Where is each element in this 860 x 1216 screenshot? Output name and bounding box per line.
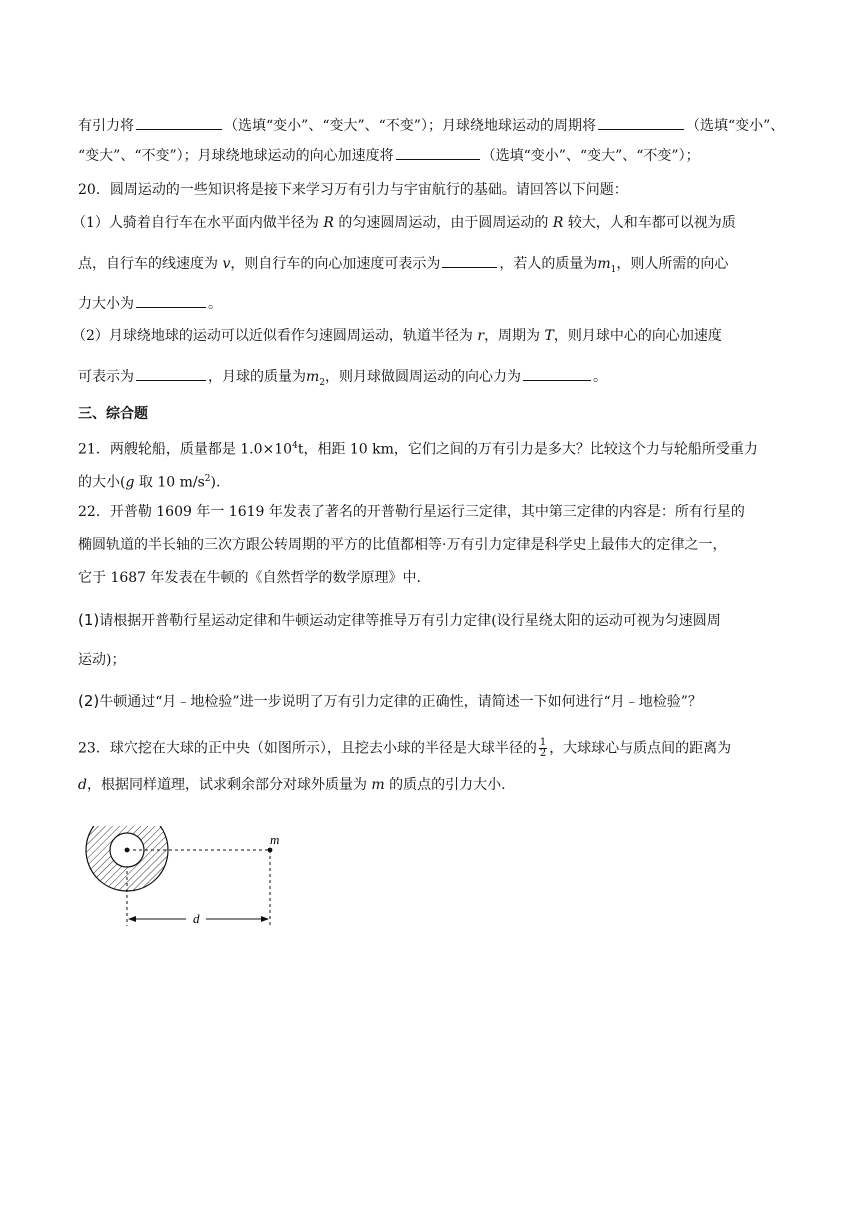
arrowhead-left (128, 916, 136, 922)
q20-part1-line-1 (72, 213, 736, 233)
variable: m (597, 256, 611, 272)
text: ). (210, 474, 221, 491)
text: 它于 1687 年发表在牛顿的《自然哲学的数学原理》中. (78, 570, 421, 586)
distance-label: d (193, 911, 200, 926)
text: 23．球穴挖在大球的正中央（如图所示），且挖去小球的半径是大球半径的 (78, 740, 537, 757)
variable: g (125, 474, 135, 491)
fraction-denominator: 2 (539, 748, 547, 759)
text: 20．圆周运动的一些知识将是接下来学习万有引力与宇宙航行的基础。请回答以下问题： (78, 182, 628, 198)
variable: m (371, 777, 385, 793)
q22-line-2 (78, 535, 726, 555)
q22-part2-line-1 (78, 691, 702, 712)
answer-blank[interactable] (598, 115, 684, 130)
text: 的大小( (78, 474, 126, 491)
q19-line-1 (78, 115, 784, 136)
text: 22．开普勒 1609 年一 1619 年发表了著名的开普勒行星运行三定律，其中第三定律的内容是：所有行星的 (78, 504, 745, 520)
q20-stem (78, 180, 628, 200)
q22-line-3 (78, 568, 421, 588)
fraction-one-half (539, 738, 547, 759)
text: ，根据同样道理，试求剩余部分对球外质量为 (86, 777, 367, 793)
variable: R (323, 215, 334, 231)
text: 。 (593, 369, 608, 385)
answer-blank[interactable] (396, 145, 480, 160)
text: （选填“变小”、“变大”、“不变”）； (481, 148, 700, 164)
text: ，周期为 (484, 328, 541, 344)
text: 21．两艘轮船，质量都是 1.0×10 (78, 441, 293, 458)
text: 有引力将 (78, 118, 134, 134)
q23-line-2 (78, 775, 506, 795)
hollow-sphere-figure (84, 826, 294, 936)
text: 三、综合题 (78, 406, 148, 422)
mass-label: m (270, 832, 280, 847)
variable: v (222, 256, 231, 272)
text: 运动)； (78, 652, 126, 668)
text: 取 10 m/s (134, 474, 205, 491)
text: （1）人骑着自行车在水平面内做半径为 (72, 215, 319, 231)
variable: T (544, 328, 554, 344)
text: ，则人所需的向心 (616, 256, 729, 272)
text: （选填“变小”、“变大”、“不变”）；月球绕地球运动的周期将 (224, 118, 596, 134)
text: 的质点的引力大小. (384, 777, 506, 793)
variable: r (477, 328, 485, 344)
q21-line-2 (78, 469, 220, 493)
arrowhead-right (261, 916, 269, 922)
answer-blank[interactable] (136, 293, 206, 308)
part-number: (1) (78, 611, 100, 629)
text: t，相距 10 km，它们之间的万有引力是多大？比较这个力与轮船所受重力 (297, 441, 758, 458)
text: ，月球的质量为 (208, 369, 306, 385)
q22-line-1 (78, 502, 745, 522)
q20-part1-line-3 (78, 293, 222, 314)
q20-part2-line-2 (78, 366, 607, 393)
q19-line-2 (78, 145, 700, 166)
q21-line-1 (78, 436, 758, 460)
text: （选填“变小”、 (685, 118, 785, 134)
superscript: 2 (204, 474, 211, 484)
text: 牛顿通过“月﹣地检验”进一步说明了万有引力定律的正确性，请简述一下如何进行“月﹣地检验”？ (99, 694, 702, 710)
section-heading (78, 404, 148, 424)
text: ，大球球心与质点间的距离为 (549, 740, 732, 757)
text: 椭圆轨道的半长轴的三次方跟公转周期的平方的比值都相等·万有引力定律是科学史上最伟大的定律之一， (78, 537, 727, 553)
q22-part1-line-2 (78, 650, 125, 670)
variable: m (306, 369, 320, 385)
text: ，则自行车的向心加速度可表示为 (230, 256, 441, 272)
answer-blank[interactable] (523, 366, 591, 381)
answer-blank[interactable] (442, 253, 497, 268)
text: 力大小为 (78, 296, 134, 312)
answer-blank[interactable] (136, 115, 222, 130)
answer-blank[interactable] (136, 366, 206, 381)
subscript: 1 (610, 264, 617, 275)
variable: R (552, 215, 564, 231)
text: 较大，人和车都可以视为质 (567, 215, 736, 231)
q20-part1-line-2 (78, 253, 728, 280)
q20-part2-line-1 (72, 326, 722, 346)
part-number: (2) (78, 692, 100, 710)
variable: d (78, 777, 87, 793)
text: ，则月球做圆周运动的向心力为 (325, 369, 522, 385)
subscript: 2 (319, 377, 326, 388)
text: 的匀速圆周运动，由于圆周运动的 (338, 215, 549, 231)
text: ，则月球中心的向心加速度 (553, 328, 722, 344)
text: 可表示为 (78, 369, 134, 385)
q22-part1-line-1 (78, 610, 721, 631)
text: 。 (208, 296, 222, 312)
superscript: 4 (292, 441, 298, 451)
text: ，若人的质量为 (499, 256, 598, 272)
text: “变大”、“不变”）；月球绕地球运动的向心加速度将 (78, 148, 394, 164)
fraction-numerator: 1 (539, 737, 547, 748)
text: 请根据开普勒行星运动定律和牛顿运动定律等推导万有引力定律(设行星绕太阳的运动可视为匀速圆周 (99, 613, 721, 629)
text: 点，自行车的线速度为 (78, 256, 218, 272)
text: （2）月球绕地球的运动可以近似看作匀速圆周运动，轨道半径为 (72, 328, 473, 344)
q23-line-1 (78, 738, 731, 759)
